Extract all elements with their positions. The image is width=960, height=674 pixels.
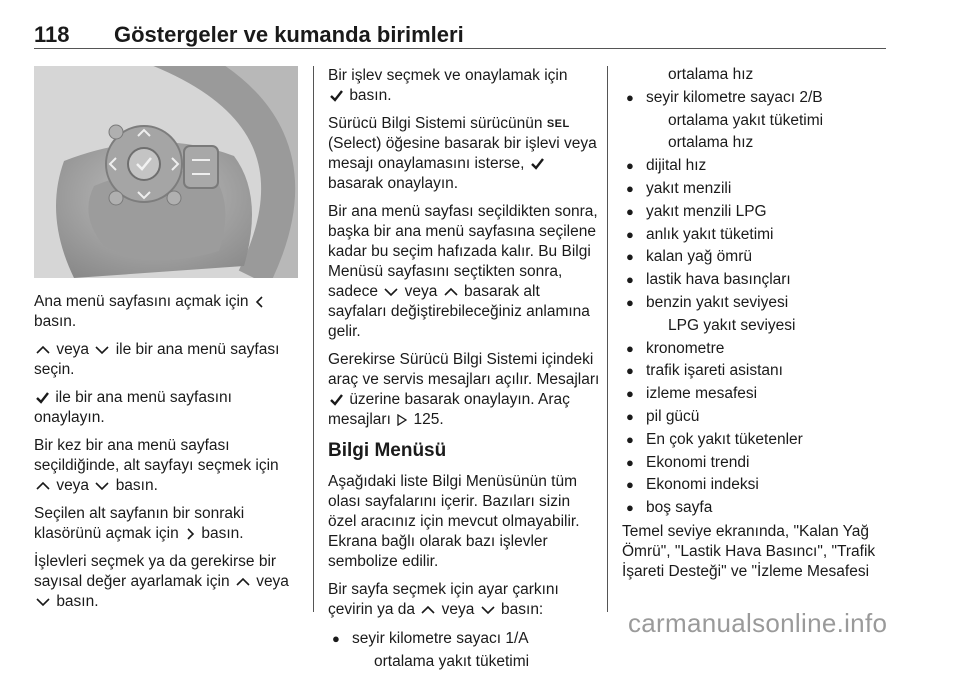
bullet-icon: ● xyxy=(626,272,634,288)
text: ile bir ana menü sayfası seçin. xyxy=(34,341,280,378)
text: basarak onaylayın. xyxy=(328,175,459,192)
text: Bir kez bir ana menü sayfası seçildiğinde, alt sayfayı seçmek için xyxy=(34,437,279,474)
paragraph xyxy=(328,114,600,194)
list-item-text: dijital hız xyxy=(646,157,707,175)
page-reference[interactable]: 125. xyxy=(413,411,444,428)
list-item-text: boş sayfa xyxy=(646,499,713,517)
list-item xyxy=(622,292,888,315)
list-item xyxy=(622,269,888,292)
list-item xyxy=(622,246,888,269)
list-item-text: ortalama hız xyxy=(668,134,754,152)
list-item-text: lastik hava basınçları xyxy=(646,271,791,289)
bullet-icon: ● xyxy=(626,294,634,310)
text: Gerekirse Sürücü Bilgi Sistemi içindeki araç ve servis mesajları açılır. Mesajları xyxy=(328,351,600,388)
text: basın. xyxy=(115,477,158,494)
section-heading: Bilgi Menüsü xyxy=(328,440,447,461)
bullet-icon: ● xyxy=(626,477,634,493)
list-item-text: seyir kilometre sayacı 2/B xyxy=(646,88,823,106)
list-item-sub xyxy=(622,64,888,87)
list-item-text: ortalama yakıt tüketimi xyxy=(668,111,824,129)
checkmark-icon xyxy=(531,158,544,170)
bullet-icon: ● xyxy=(626,89,634,105)
list-item xyxy=(622,497,888,520)
list-item xyxy=(328,628,600,651)
bullet-icon: ● xyxy=(626,158,634,174)
list-item-sub xyxy=(622,110,888,133)
bullet-icon: ● xyxy=(626,431,634,447)
bullet-icon: ● xyxy=(626,203,634,219)
list-item-text: LPG yakıt seviyesi xyxy=(668,316,796,334)
list-item xyxy=(622,406,888,429)
page-title: Göstergeler ve kumanda birimleri xyxy=(114,22,464,47)
text: veya xyxy=(256,573,289,590)
list-item-text: anlık yakıt tüketimi xyxy=(646,225,774,243)
bullet-icon: ● xyxy=(626,249,634,265)
chevron-down-icon xyxy=(384,287,398,297)
list-item-text: seyir kilometre sayacı 1/A xyxy=(352,630,529,647)
info-menu-list-continued xyxy=(622,64,888,520)
list-item xyxy=(622,87,888,110)
paragraph xyxy=(34,436,306,496)
text: veya xyxy=(56,477,90,494)
column-divider-2 xyxy=(607,66,608,612)
list-item-sub xyxy=(328,651,600,674)
text: Seçilen alt sayfanın bir sonraki klasörünü açmak için xyxy=(34,505,245,542)
column-1 xyxy=(34,292,306,620)
text: üzerine basarak onaylayın. Araç mesajları xyxy=(328,391,570,428)
list-item xyxy=(622,338,888,361)
list-item-text: trafik işareti asistanı xyxy=(646,362,783,380)
text: veya xyxy=(404,283,438,300)
paragraph xyxy=(34,292,306,332)
paragraph xyxy=(328,350,600,430)
list-item xyxy=(622,178,888,201)
list-item-text: Ekonomi trendi xyxy=(646,453,750,471)
text: Bir işlev seçmek ve onaylamak için xyxy=(328,67,568,84)
paragraph xyxy=(328,580,600,620)
column-3 xyxy=(622,64,888,582)
checkmark-icon xyxy=(330,394,343,406)
chevron-up-icon xyxy=(421,605,435,615)
bullet-icon: ● xyxy=(626,180,634,196)
bullet-icon: ● xyxy=(626,226,634,242)
checkmark-icon xyxy=(36,392,49,404)
text: (Select) öğesine basarak bir işlevi veya mesajı onaylamasını isterse, xyxy=(328,135,597,172)
text: veya xyxy=(56,341,90,358)
list-item xyxy=(622,383,888,406)
chevron-up-icon xyxy=(444,287,458,297)
text: basın. xyxy=(201,525,244,542)
list-item xyxy=(622,474,888,497)
chevron-up-icon xyxy=(36,345,50,355)
text: basın: xyxy=(501,601,544,618)
text: Bir sayfa seçmek için ayar çarkını çevirin ya da xyxy=(328,581,559,618)
list-item-text: kronometre xyxy=(646,339,725,357)
list-item-sub xyxy=(622,132,888,155)
paragraph xyxy=(328,202,600,342)
chevron-left-icon xyxy=(255,296,265,308)
page-header xyxy=(34,20,886,50)
header-rule xyxy=(34,48,886,49)
checkmark-icon xyxy=(330,90,343,102)
list-item xyxy=(622,201,888,224)
text: İşlevleri seçmek ya da gerekirse bir sayısal değer ayarlamak için xyxy=(34,553,277,590)
text: Sürücü Bilgi Sistemi sürücünün xyxy=(328,115,543,132)
column-divider-1 xyxy=(313,66,314,612)
list-item xyxy=(622,224,888,247)
paragraph xyxy=(328,66,600,106)
page-reference-arrow-icon xyxy=(397,414,407,426)
list-item xyxy=(622,360,888,383)
list-item-text: benzin yakıt seviyesi xyxy=(646,293,789,311)
chevron-down-icon xyxy=(95,481,109,491)
steering-wheel-icon xyxy=(34,66,298,278)
list-item-sub xyxy=(622,315,888,338)
list-item-text: pil gücü xyxy=(646,407,700,425)
list-item xyxy=(622,155,888,178)
list-item-text: Ekonomi indeksi xyxy=(646,476,759,494)
chevron-down-icon xyxy=(95,345,109,355)
chevron-up-icon xyxy=(36,481,50,491)
text: ile bir ana menü sayfasını onaylayın. xyxy=(34,389,232,426)
sel-label: SEL xyxy=(546,118,570,130)
chevron-down-icon xyxy=(36,597,50,607)
text: basın. xyxy=(349,87,392,104)
info-menu-list xyxy=(328,628,600,674)
paragraph xyxy=(34,340,306,380)
bullet-icon: ● xyxy=(626,363,634,379)
text: basın. xyxy=(56,593,99,610)
text: basın. xyxy=(34,313,77,330)
list-item xyxy=(622,429,888,452)
chevron-up-icon xyxy=(236,577,250,587)
bullet-icon: ● xyxy=(626,500,634,516)
bullet-icon: ● xyxy=(626,408,634,424)
paragraph: Aşağıdaki liste Bilgi Menüsünün tüm olası sayfalarını içerir. Bazıları sizin özel aracınız için mevcut olmayabilir. Ekrana bağlı olarak bazı işlevler sembolize edilir. xyxy=(328,473,580,570)
steering-wheel-controls-illustration xyxy=(34,66,298,278)
bullet-icon: ● xyxy=(626,340,634,356)
list-item-text: izleme mesafesi xyxy=(646,385,758,403)
list-item-text: yakıt menzili xyxy=(646,179,732,197)
text: Bir ana menü sayfası seçildikten sonra, başka bir ana menü sayfasına seçilene kadar bu seçim hafızada kalır. Bu Bilgi Menüsü sayfasını seçtikten sonra, sadece xyxy=(328,203,598,300)
chevron-down-icon xyxy=(481,605,495,615)
list-item-text: En çok yakıt tüketenler xyxy=(646,430,803,448)
text: basarak alt sayfaları değiştirebileceğiniz anlamına gelir. xyxy=(328,283,590,340)
list-item-text: kalan yağ ömrü xyxy=(646,248,752,266)
bullet-icon: ● xyxy=(332,631,340,646)
list-item-text: ortalama yakıt tüketimi xyxy=(374,652,530,670)
text: veya xyxy=(441,601,475,618)
paragraph xyxy=(34,552,306,612)
bullet-icon: ● xyxy=(626,454,634,470)
page-number: 118 xyxy=(34,22,70,47)
list-item-text: yakıt menzili LPG xyxy=(646,202,767,220)
column-2 xyxy=(328,66,600,674)
list-item-text: ortalama hız xyxy=(668,66,754,83)
paragraph: Temel seviye ekranında, "Kalan Yağ Ömrü", "Lastik Hava Basıncı", "Trafik İşareti Desteği" ve "İzleme Mesafesi xyxy=(622,522,876,580)
list-item xyxy=(622,452,888,475)
chevron-right-icon xyxy=(185,528,195,540)
text: Ana menü sayfasını açmak için xyxy=(34,293,249,310)
paragraph xyxy=(34,504,306,544)
bullet-icon: ● xyxy=(626,386,634,402)
watermark: carmanualsonline.info xyxy=(628,608,888,638)
paragraph xyxy=(34,388,306,428)
